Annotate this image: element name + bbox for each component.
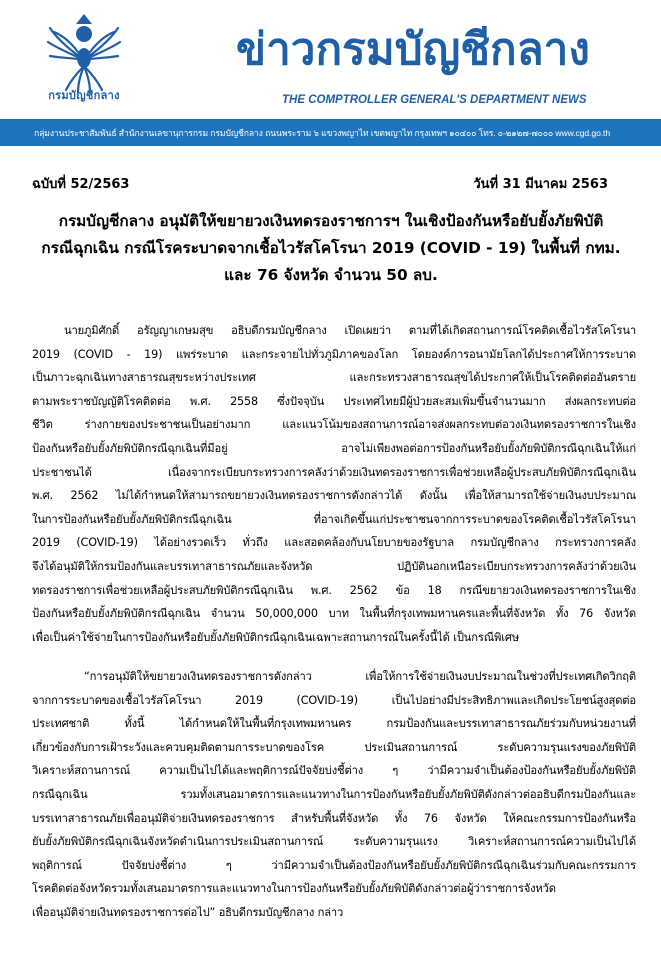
body-line: ตามพระราชบัญญัติโรคติดต่อ พ.ศ. 2558 ซึ่งปัจจุบัน ประเทศไทยมีผู้ป่วยสะสมเพิ่มขึ้นจำนวนมาก ส่งผลกระทบต่อ <box>32 394 636 408</box>
issue-row <box>32 173 632 193</box>
body-line: ประชาชนได้ เนื่องจากระเบียบกระทรวงการคลังว่าด้วยเงินทดรองราชการเพื่อช่วยเหลือผู้ประสบภัยพิบัติกรณีฉุกเฉิน <box>32 465 636 479</box>
body-line: เพื่อเป็นค่าใช้จ่ายในการป้องกันหรือยับยั้งภัยพิบัติกรณีฉุกเฉินเฉพาะสถานการณ์ในครั้งนี้ได้ เป็นกรณีพิเศษ <box>32 630 520 644</box>
body-line: ทดรองราชการเพื่อช่วยเหลือผู้ประสบภัยพิบัติกรณีฉุกเฉิน พ.ศ. 2562 ข้อ 18 กรณีขยายวงเงินทดรองราชการในเชิง <box>32 583 636 597</box>
headline <box>30 208 632 289</box>
headline-line: และ 76 จังหวัด จำนวน 50 ลบ. <box>224 266 438 284</box>
masthead-subtitle: THE COMPTROLLER GENERAL'S DEPARTMENT NEWS <box>282 94 587 106</box>
issue-date: วันที่ 31 มีนาคม 2563 <box>473 177 608 192</box>
headline-line: กรณีฉุกเฉิน กรณีโรคระบาดจากเชื้อไวรัสโคโรนา 2019 (COVID - 19) ในพื้นที่ กทม. <box>41 239 621 257</box>
body-paragraph-2 <box>32 665 636 925</box>
body-line: ป้องกันหรือยับยั้งภัยพิบัติกรณีฉุกเฉินที่มีอยู่ อาจไม่เพียงพอต่อการป้องกันหรือยับยั้งภัยพิบัติกรณีฉุกเฉินให้แก่ <box>32 441 636 455</box>
body-line: เพื่ออนุมัติจ่ายเงินทดรองราชการต่อไป” อธิบดีกรมบัญชีกลาง กล่าว <box>32 905 344 919</box>
address-text: กลุ่มงานประชาสัมพันธ์ สำนักงานเลขานุการกรม กรมบัญชีกลาง ถนนพระราม ๖ แขวงพญาไท เขตพญาไท กรุงเทพฯ ๑๐๔๐๐ โทร. ๐-๒๑๒๗-๗๐๐๐ www.cgd.go.th <box>34 128 610 138</box>
body-line: กรณีฉุกเฉิน รวมทั้งเสนอมาตรการและแนวทางในการป้องกันหรือยับยั้งภัยพิบัติดังกล่าวต่ออธิบดีกรมป้องกันและ <box>32 787 636 801</box>
body-line: 2019 (COVID-19) ได้อย่างรวดเร็ว ทั่วถึง และสอดคล้องกับนโยบายของรัฐบาล กรมบัญชีกลาง กระทรวงการคลัง <box>32 536 636 550</box>
body-line: พฤติการณ์ ปัจจัยบ่งชี้ต่าง ๆ ว่ามีความจำเป็นต้องป้องกันหรือยับยั้งภัยพิบัติกรณีฉุกเฉินร่วมกับคณะกรรมการ <box>32 858 636 872</box>
body-line: ในการป้องกันหรือยับยั้งภัยพิบัติกรณีฉุกเฉิน ที่อาจเกิดขึ้นแก่ประชาชนจากการระบาดของโรคติดเชื้อไวรัสโคโรนา <box>32 512 636 526</box>
body-line: ชีวิต ร่างกายของประชาชนเป็นอย่างมาก และแนวโน้มของสถานการณ์อาจส่งผลกระทบต่อวงเงินทดรองราชการในเชิง <box>32 418 636 432</box>
body-line: จึงได้อนุมัติให้กรมป้องกันและบรรเทาสาธารณภัยและจังหวัด ปฏิบัตินอกเหนือระเบียบกระทรวงการคลังว่าด้วยเงิน <box>32 559 636 573</box>
address-bar <box>0 119 661 146</box>
body-line: พ.ศ. 2562 ไม่ได้กำหนดให้สามารถขยายวงเงินทดรองราชการดังกล่าวได้ ดังนั้น เพื่อให้สามารถใช้จ่ายเงินงบประมาณ <box>32 489 636 503</box>
masthead-title: ข่าวกรมบัญชีกลาง <box>236 24 590 75</box>
body-line: เกี่ยวข้องกับการเฝ้าระวังและควบคุมติดตามการระบาดของโรค ประเมินสถานการณ์ ระดับความรุนแรงของภัยพิบัติ <box>32 740 636 754</box>
body-line: ประเทศชาติ ทั้งนี้ ได้กำหนดให้ในพื้นที่กรุงเทพมหานคร กรมป้องกันและบรรเทาสาธารณภัยร่วมกับหน่วยงานที่ <box>32 717 636 731</box>
masthead <box>0 0 661 138</box>
body-line: วิเคราะห์สถานการณ์ ความเป็นไปได้และพฤติการณ์ปัจจัยบ่งชี้ต่าง ๆ ว่ามีความจำเป็นต้องป้องกันหรือยับยั้งภัยพิบัติ <box>32 764 636 778</box>
body-line: โรคติดต่อจังหวัดรวมทั้งเสนอมาตรการและแนวทางในการป้องกันหรือยับยั้งภัยพิบัติดังกล่าวต่อผู้ว่าราชการจังหวัด <box>32 882 556 896</box>
body-line: นายภูมิศักดิ์ อรัญญาเกษมสุข อธิบดีกรมบัญชีกลาง เปิดเผยว่า ตามที่ได้เกิดสถานการณ์โรคติดเชื้อไวรัสโคโรนา <box>64 324 636 337</box>
issue-number: ฉบับที่ 52/2563 <box>32 177 130 192</box>
body-line: ป้องกันหรือยับยั้งภัยพิบัติกรณีฉุกเฉิน จำนวน 50,000,000 บาท ในพื้นที่กรุงเทพมหานครและพื้นที่จังหวัด ทั้ง 76 จังหวัด <box>32 607 636 621</box>
body-line: “การอนุมัติให้ขยายวงเงินทดรองราชการดังกล่าว เพื่อให้การใช้จ่ายเงินงบประมาณในช่วงที่ประเทศเกิดวิกฤติ <box>84 670 636 683</box>
body-paragraph-1 <box>32 319 636 649</box>
body-line: จากการระบาดของเชื้อไวรัสโคโรนา 2019 (COVID-19) เป็นไปอย่างมีประสิทธิภาพและเกิดประโยชน์สูงสุดต่อ <box>32 693 636 707</box>
body-line: เป็นภาวะฉุกเฉินทางสาธารณสุขระหว่างประเทศ และกระทรวงสาธารณสุขได้ประกาศให้เป็นโรคติดต่ออันตราย <box>32 371 636 385</box>
headline-line: กรมบัญชีกลาง อนุมัติให้ขยายวงเงินทดรองราชการฯ ในเชิงป้องกันหรือยับยั้งภัยพิบัติ <box>58 212 604 230</box>
body-line: 2019 (COVID - 19) แพร่ระบาด และกระจายไปทั่วภูมิภาคของโลก โดยองค์การอนามัยโลกได้ประกาศให้การระบาด <box>32 347 636 361</box>
logo-text: กรมบัญชีกลาง <box>48 89 120 102</box>
body-line: บรรเทาสาธารณภัยเพื่ออนุมัติจ่ายเงินทดรองราชการ สำหรับพื้นที่จังหวัด ทั้ง 76 จังหวัด ให้คณะกรรมการป้องกันหรือ <box>32 811 636 825</box>
body-line: ยับยั้งภัยพิบัติกรณีฉุกเฉินจังหวัดดำเนินการประเมินสถานการณ์ ระดับความรุนแรง วิเคราะห์สถานการณ์ความเป็นไปได้ <box>32 835 636 849</box>
